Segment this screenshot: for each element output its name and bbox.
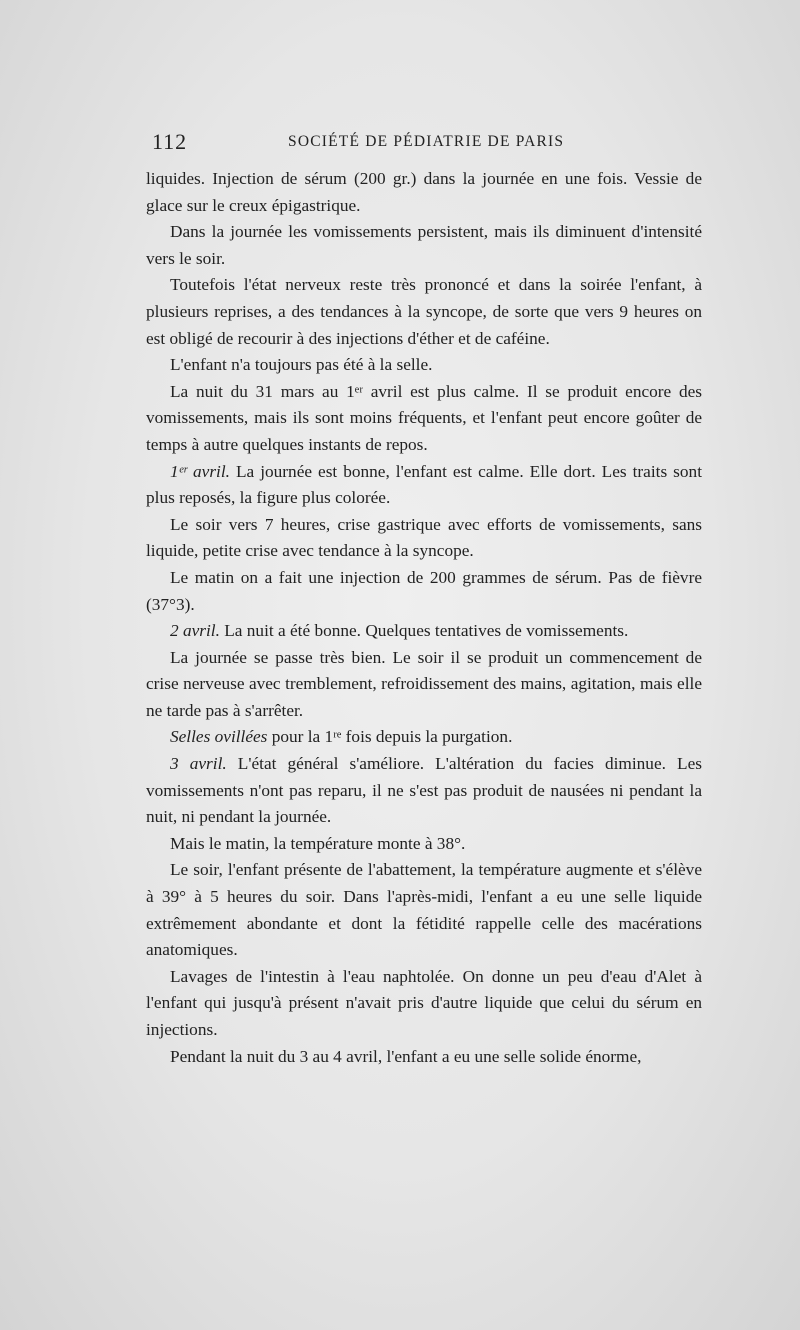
paragraph [146,512,702,565]
paragraph [146,645,702,725]
paragraph [146,618,702,645]
paragraph [146,565,702,618]
paragraph-text: Dans la journée les vomissements persistent, mais ils diminuent d'intensité vers le soir. [146,222,702,268]
italic-lead: Selles ovillées [170,727,268,747]
paragraph-text: Le matin on a fait une injection de 200 grammes de sérum. Pas de fièvre (37°3). [146,567,702,614]
paragraph [146,272,702,352]
date-lead: 2 avril. [170,621,220,641]
paragraph-text: La nuit a été bonne. Quelques tentatives de vomissements. [219,621,629,641]
paragraph-text: Lavages de l'intestin à l'eau naphtolée. On donne un peu d'eau d'Alet à l'enfant qui jusqu'à présent n'avait pris d'autre liquide que celui du sérum en injections. [146,966,702,1039]
paragraph-text: Le soir, l'enfant présente de l'abattement, la température augmente et s'élève à 39° à 5 heures du soir. Dans l'après-midi, l'enfant a eu une selle liquide extrêmement abondante et dont la fétidité rappelle celle des macérations anatomiques. [146,860,702,960]
paragraph-text: Le soir vers 7 heures, crise gastrique avec efforts de vomissements, sans liquide, petite crise avec tendance à la syncope. [146,514,702,561]
paragraph-text: La journée est bonne, l'enfant est calme. Elle dort. Les traits sont plus reposés, la figure plus colorée. [146,461,702,508]
date-lead: 1ᵉʳ avril. [170,461,230,481]
paragraph [146,379,702,459]
paragraph-text: pour la 1ʳᵉ fois depuis la purgation. [267,727,513,747]
paragraph [146,459,702,512]
paragraph-text: L'enfant n'a toujours pas été à la selle. [170,355,433,375]
running-head: SOCIÉTÉ DE PÉDIATRIE DE PARIS [288,133,565,150]
paragraph-text: L'état général s'améliore. L'altération du facies diminue. Les vomissements n'ont pas reparu, il ne s'est pas produit de nausées ni pendant la nuit, ni pendant la journée. [146,754,702,827]
date-lead: 3 avril. [170,754,227,774]
paragraph-text: Toutefois l'état nerveux reste très prononcé et dans la soirée l'enfant, à plusieurs reprises, a des tendances à la syncope, de sorte que vers 9 heures on est obligé de recourir à des injections d'éther et de caféine. [146,275,702,348]
paragraph [146,1044,702,1071]
page-number: 112 [152,129,188,154]
body-text [146,166,702,1070]
paragraph-text: Pendant la nuit du 3 au 4 avril, l'enfant a eu une selle solide énorme, [170,1046,642,1066]
paragraph [146,857,702,963]
paragraph [146,352,702,379]
paragraph [146,724,702,751]
paragraph-text: La nuit du 31 mars au 1ᵉʳ avril est plus calme. Il se produit encore des vomissements, mais ils sont moins fréquents, et l'enfant peut encore goûter de temps à autre quelques instants de repos. [146,381,702,454]
paragraph [146,219,702,272]
paragraph [146,751,702,831]
paragraph [146,831,702,858]
paragraph [146,964,702,1044]
paragraph-text: liquides. Injection de sérum (200 gr.) dans la journée en une fois. Vessie de glace sur le creux épigastrique. [146,169,702,215]
page-header [140,129,700,157]
paragraph-text: La journée se passe très bien. Le soir il se produit un commencement de crise nerveuse avec tremblement, refroidissement des mains, agitation, mais elle ne tarde pas à s'arrêter. [146,647,702,720]
paragraph [146,166,702,219]
paragraph-text: Mais le matin, la température monte à 38°. [170,833,466,853]
